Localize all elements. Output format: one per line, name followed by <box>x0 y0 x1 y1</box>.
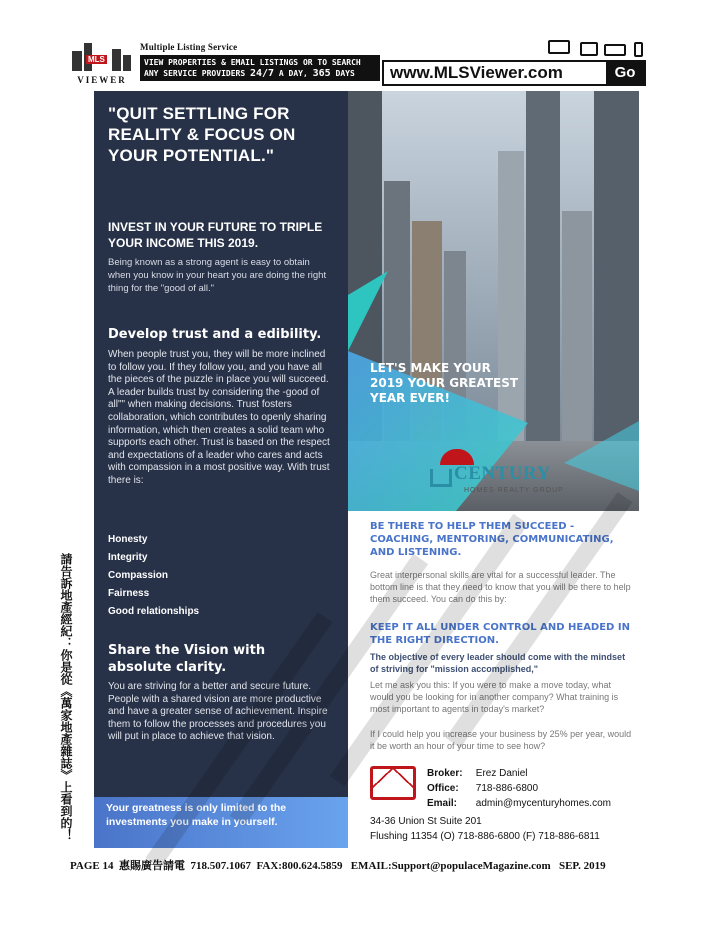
page-footer <box>70 857 650 873</box>
century-homes-logo <box>424 449 574 499</box>
invest-heading: INVEST IN YOUR FUTURE TO TRIPLE YOUR INCOME THIS 2019. <box>108 220 323 250</box>
brand-subtitle: HOMES REALTY GROUP <box>464 487 564 494</box>
footer-fax: FAX:800.624.5859 <box>256 860 343 872</box>
device-icons <box>546 38 646 60</box>
service-description <box>140 55 380 81</box>
list-item: Integrity <box>108 552 148 563</box>
address-block <box>370 814 635 844</box>
email-link[interactable]: admin@mycenturyhomes.com <box>475 798 611 809</box>
website-url[interactable]: www.MLSViewer.com <box>390 63 563 82</box>
ad-call-text: 惠賜廣告請電 <box>119 860 185 872</box>
slogan-text: LET'S MAKE YOUR 2019 YOUR GREATEST YEAR EVER! <box>370 361 519 405</box>
brand-name: CENTURY <box>454 463 551 484</box>
trust-text: When people trust you, they will be more inclined to follow you. If they follow you, and you have all the pieces of the puzzle in place you will succeed. A leader builds trust by considering the -good of all"" when making decisions. Trust fosters collaboration, which contributes to openly sharing information, which then creates a solid team who supports each other. Trust is based on the respect and expectations of a leader who cares and acts with compassion in a most positive way. With trust there is: <box>108 349 330 486</box>
coaching-text: Great interpersonal skills are vital for a successful leader. The bottom line is that they need to know that you will be there to help them succeed. You can do this by: <box>370 570 631 604</box>
page-number: PAGE 14 <box>70 860 114 872</box>
tablet-icon <box>580 42 598 56</box>
footer-email[interactable]: EMAIL:Support@populaceMagazine.com <box>350 860 551 872</box>
values-list <box>108 531 333 621</box>
vision-heading: Share the Vision with absolute clarity. <box>108 643 266 675</box>
coaching-heading: BE THERE TO HELP THEM SUCCEED - COACHING, MENTORING, COMMUNICATING, AND LISTENING. <box>370 521 614 558</box>
list-item: Fairness <box>108 588 150 599</box>
greatness-text: Your greatness is only limited to the investments you make in yourself. <box>106 802 287 828</box>
list-item: Compassion <box>108 570 169 581</box>
control-heading: KEEP IT ALL UNDER CONTROL AND HEADED IN THE RIGHT DIRECTION. <box>370 622 630 646</box>
broker-name: Erez Daniel <box>475 768 528 779</box>
envelope-icon <box>370 766 416 800</box>
address-line-2: Flushing 11354 (O) 718-886-6800 (F) 718-886-6811 <box>370 831 600 842</box>
question-text: Let me ask you this: If you were to make a move today, what would you be looking for in another company? What training is most important to agents in today's market? <box>370 680 619 714</box>
broker-row: Broker: Erez Daniel <box>427 768 528 779</box>
phone-icon <box>634 42 643 57</box>
side-vertical-notice: 請告訴地產經紀：你是從《萬家地產雜誌》上看到的！ <box>59 553 73 841</box>
logo-viewer-text: VIEWER <box>77 75 127 85</box>
list-item: Good relationships <box>108 606 200 617</box>
website-url-box[interactable] <box>382 60 646 86</box>
office-phone[interactable]: 718-886-6800 <box>475 783 539 794</box>
email-row: Email: admin@mycenturyhomes.com <box>427 798 611 809</box>
trust-heading: Develop trust and a edibility. <box>108 327 322 342</box>
contact-block <box>427 766 637 811</box>
list-item: Honesty <box>108 534 148 545</box>
objective-text: The objective of every leader should come with the mindset of striving for "mission accomplished," <box>370 652 626 674</box>
mls-viewer-logo[interactable] <box>68 41 136 85</box>
laptop-icon <box>604 44 626 56</box>
service-line-2: ANY SERVICE PROVIDERS 24/7 A DAY, 365 DAYS <box>144 68 355 79</box>
left-navy-column <box>94 91 348 848</box>
issue-date: SEP. 2019 <box>558 860 606 872</box>
house-icon <box>430 469 452 487</box>
address-line-1: 34-36 Union St Suite 201 <box>370 816 482 827</box>
logo-mls-text: MLS <box>88 55 105 64</box>
service-title: Multiple Listing Service <box>140 42 238 52</box>
office-row: Office: 718-886-6800 <box>427 783 539 794</box>
masthead <box>68 38 646 88</box>
service-line-1: VIEW PROPERTIES & EMAIL LISTINGS OR TO SEARCH <box>144 58 361 67</box>
service-banner <box>140 42 380 81</box>
vision-text: You are striving for a better and secure future. People with a shared vision are more productive and have a greater sense of achievement. Inspire them to follow the processes and procedures you will put in place to achieve that vision. <box>108 681 328 743</box>
printer-icon <box>548 40 570 54</box>
century-homes-ad <box>94 91 639 848</box>
invest-text: Being known as a strong agent is easy to obtain when you know in your heart you are doing the right thing for the "good of all." <box>108 257 327 294</box>
footer-phone: 718.507.1067 <box>190 860 251 872</box>
go-button[interactable]: Go <box>606 62 644 84</box>
offer-text: If I could help you increase your business by 25% per year, would it be worth an hour of your time to see how? <box>370 729 632 751</box>
headline-quote: "QUIT SETTLING FOR REALITY & FOCUS ON YOUR POTENTIAL." <box>108 104 296 165</box>
